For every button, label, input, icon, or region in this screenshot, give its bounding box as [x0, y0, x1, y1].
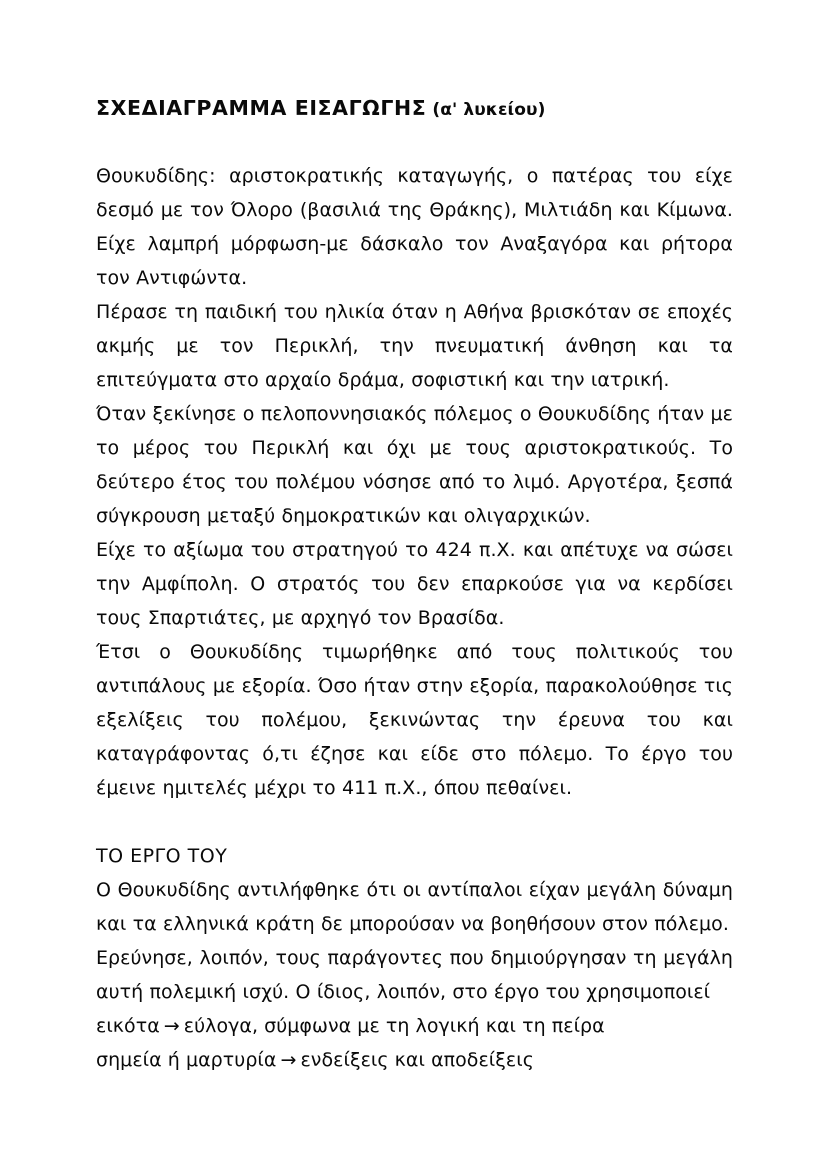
page-title-subtitle: [426, 100, 545, 120]
page-title-main: ΣΧΕΔΙΑΓΡΑΜΜΑ ΕΙΣΑΓΩΓΗΣ: [96, 96, 427, 120]
paragraph-biography-origin: Θουκυδίδης: αριστοκρατικής καταγωγής, ο πατέρας του είχε δεσμό με τον Όλορο (βασιλιά της Θράκης), Μιλτιάδη και Κίμωνα. Είχε λαμπρή μόρφωση-με δάσκαλο τον Αναξαγόρα και ρήτορα τον Αντιφώντα.: [96, 164, 733, 289]
definition-meaning: ενδείξεις και αποδείξεις: [300, 1048, 534, 1071]
document-content: [96, 96, 733, 1077]
paragraph-peloponnesian-war: Όταν ξεκίνησε ο πελοποννησιακός πόλεμος ο Θουκυδίδης ήταν με το μέρος του Περικλή και όχι με τους αριστοκρατικούς. Το δεύτερο έτος του πολέμου νόσησε από το λιμό. Αργοτέρα, ξεσπά σύγκρουση μεταξύ δημοκρατικών και ολιγαρχικών.: [96, 402, 733, 527]
definition-meaning: εύλογα, σύμφωνα με τη λογική και τη πείρα: [183, 1014, 605, 1037]
paragraph-general-amphipolis: Είχε το αξίωμα του στρατηγού το 424 π.Χ. και απέτυχε να σώσει την Αμφίπολη. Ο στρατός του δεν επαρκούσε για να κερδίσει τους Σπαρτιάτες, με αρχηγό τον Βρασίδα.: [96, 538, 733, 629]
paragraph-research-method: Ερεύνησε, λοιπόν, τους παράγοντες που δημιούργησαν τη μεγάλη αυτή πολεμική ισχύ. Ο ίδιος, λοιπόν, στο έργο του χρησιμοποιεί: [96, 946, 733, 1003]
definition-simeia-martyria: [96, 1043, 733, 1077]
paragraph-exile-work: Έτσι ο Θουκυδίδης τιμωρήθηκε από τους πολιτικούς του αντιπάλους με εξορία. Όσο ήταν στην εξορία, παρακολούθησε τις εξελίξεις του πολέμου, ξεκινώντας την έρευνα του και καταγράφοντας ό,τι έζησε και είδε στο πόλεμο. Το έργο του έμεινε ημιτελές μέχρι το 411 π.Χ., όπου πεθαίνει.: [96, 640, 733, 799]
paragraph-childhood-athens: Πέρασε τη παιδική του ηλικία όταν η Αθήνα βρισκόταν σε εποχές ακμής με τον Περικλή, την πνευματική άνθηση και τα επιτεύγματα στο αρχαίο δράμα, σοφιστική και την ιατρική.: [96, 300, 733, 391]
section-heading-his-work: ΤΟ ΕΡΓΟ ΤΟΥ: [96, 844, 228, 867]
paragraph-opponents-power: Ο Θουκυδίδης αντιλήφθηκε ότι οι αντίπαλοι είχαν μεγάλη δύναμη και τα ελληνικά κράτη δε μπορούσαν να βοηθήσουν στον πόλεμο.: [96, 878, 733, 935]
section-spacer: [96, 805, 733, 839]
page-title-subtitle-text: (α' λυκείου): [432, 100, 546, 120]
definition-eikota: [96, 1009, 733, 1043]
page-title: [96, 96, 733, 121]
definition-term: εικότα: [96, 1014, 160, 1037]
definition-term: σημεία ή μαρτυρία: [96, 1048, 277, 1071]
right-arrow-icon: →: [280, 1048, 297, 1071]
right-arrow-icon: →: [163, 1014, 180, 1037]
